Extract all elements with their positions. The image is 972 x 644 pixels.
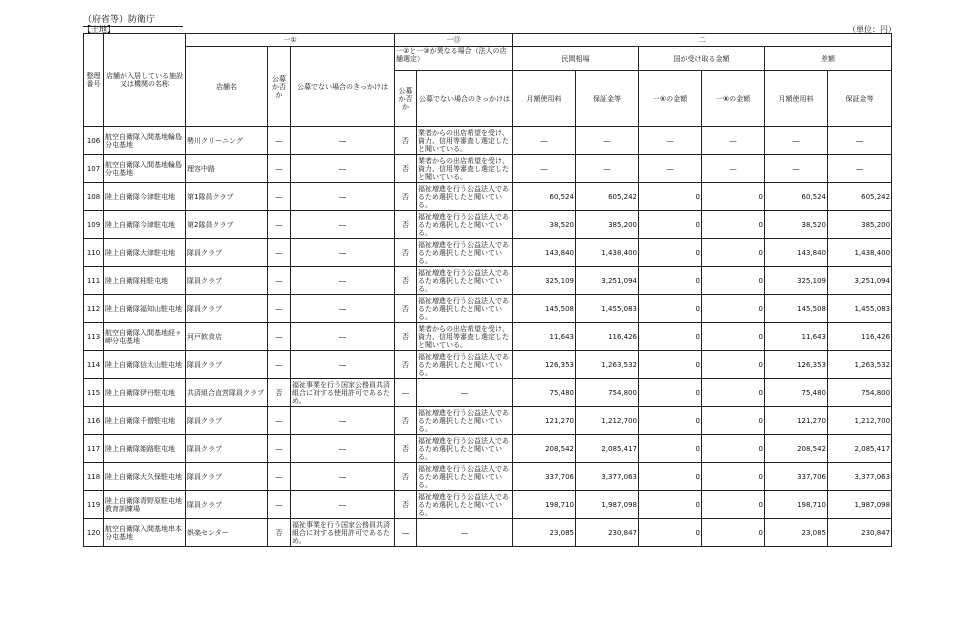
row-reason2: 業者からの出店希望を受け、資力、信用等審査し選定したと聞いている。 (417, 155, 513, 183)
row-store: 隊員クラブ (186, 407, 268, 435)
col-header-reason: 公募でない場合のきっかけは (291, 47, 395, 127)
row-open2: 否 (395, 155, 417, 183)
row-office: 陸上自衛隊大久保駐屯地 (104, 463, 186, 491)
row-office: 航空自衛隊入間基地輪島分屯基地 (104, 155, 186, 183)
row-diff-deposit: 385,200 (828, 211, 892, 239)
table-row (84, 211, 892, 239)
row-recv-6: 0 (639, 295, 702, 323)
row-open: ― (268, 435, 291, 463)
table-row (84, 295, 892, 323)
row-market-monthly: 145,508 (513, 295, 576, 323)
row-reason2: 福祉増進を行う公益法人であるため選択したと聞いている。 (417, 183, 513, 211)
row-open2: 否 (395, 407, 417, 435)
row-reason2: ― (417, 519, 513, 547)
row-office: 陸上自衛隊青野原駐屯地教育訓練場 (104, 491, 186, 519)
row-diff-monthly: ― (765, 155, 828, 183)
row-open2: 否 (395, 463, 417, 491)
group-header-13: 一⑬ (395, 34, 513, 47)
row-recv-8: 0 (702, 295, 765, 323)
col-header-open: 公募か否か (268, 47, 291, 127)
row-office: 陸上自衛隊桂駐屯地 (104, 267, 186, 295)
row-office: 陸上自衛隊大津駐屯地 (104, 239, 186, 267)
row-store: 娯楽センター (186, 519, 268, 547)
row-reason: ― (291, 295, 395, 323)
land-table (83, 33, 892, 547)
row-recv-8: 0 (702, 211, 765, 239)
row-market-monthly: ― (513, 155, 576, 183)
row-market-deposit: 1,438,400 (576, 239, 639, 267)
col-header-market-deposit: 保証金等 (576, 71, 639, 127)
row-open2: 否 (395, 435, 417, 463)
row-reason: ― (291, 491, 395, 519)
row-diff-deposit: 1,212,700 (828, 407, 892, 435)
row-diff-deposit: 1,987,098 (828, 491, 892, 519)
row-recv-8: 0 (702, 183, 765, 211)
row-open2: 否 (395, 267, 417, 295)
table-row (84, 435, 892, 463)
row-reason2: 福祉増進を行う公益法人であるため選択したと聞いている。 (417, 407, 513, 435)
col-header-diff-monthly: 月額使用料 (765, 71, 828, 127)
row-number: 117 (84, 435, 104, 463)
row-number: 106 (84, 127, 104, 155)
row-market-deposit: 1,455,083 (576, 295, 639, 323)
row-open: 否 (268, 519, 291, 547)
row-reason2: 福祉増進を行う公益法人であるため選択したと聞いている。 (417, 351, 513, 379)
row-reason: ― (291, 127, 395, 155)
row-open: ― (268, 183, 291, 211)
table-row (84, 519, 892, 547)
row-open: ― (268, 463, 291, 491)
row-diff-deposit: 230,847 (828, 519, 892, 547)
row-number: 107 (84, 155, 104, 183)
row-reason: ― (291, 407, 395, 435)
row-recv-6: 0 (639, 267, 702, 295)
row-diff-monthly: 38,520 (765, 211, 828, 239)
row-recv-6: 0 (639, 491, 702, 519)
row-diff-deposit: 605,242 (828, 183, 892, 211)
col-header-office: 店舗が入居している施設又は機関の名称 (104, 34, 186, 127)
row-store: 勢川クリーニング (186, 127, 268, 155)
row-office: 陸上自衛隊今津駐屯地 (104, 183, 186, 211)
row-open: ― (268, 407, 291, 435)
row-reason: ― (291, 211, 395, 239)
row-open2: 否 (395, 351, 417, 379)
col-header-market-monthly: 月額使用料 (513, 71, 576, 127)
row-market-monthly: 23,085 (513, 519, 576, 547)
row-reason2: 福祉増進を行う公益法人であるため選択したと聞いている。 (417, 295, 513, 323)
row-open2: 否 (395, 183, 417, 211)
row-open2: 否 (395, 491, 417, 519)
row-diff-monthly: 60,524 (765, 183, 828, 211)
table-row (84, 407, 892, 435)
row-diff-monthly: 208,542 (765, 435, 828, 463)
row-reason: ― (291, 463, 395, 491)
row-diff-monthly: 126,353 (765, 351, 828, 379)
category-label: 【土地】 (83, 25, 115, 34)
row-store: 隊員クラブ (186, 351, 268, 379)
row-recv-8: 0 (702, 519, 765, 547)
row-open2: 否 (395, 211, 417, 239)
row-market-deposit: 754,800 (576, 379, 639, 407)
col-header-diff-deposit: 保証金等 (828, 71, 892, 127)
row-open2: 否 (395, 295, 417, 323)
row-open: ― (268, 127, 291, 155)
row-reason: ― (291, 239, 395, 267)
row-recv-8: 0 (702, 407, 765, 435)
row-market-monthly: 143,840 (513, 239, 576, 267)
row-market-deposit: ― (576, 155, 639, 183)
row-recv-6: 0 (639, 435, 702, 463)
row-market-deposit: 605,242 (576, 183, 639, 211)
row-diff-monthly: 337,706 (765, 463, 828, 491)
subheader-different-case: 一②と一③が異なる場合（法人の店舗選定） (395, 47, 513, 71)
row-recv-6: 0 (639, 463, 702, 491)
row-diff-deposit: 1,455,083 (828, 295, 892, 323)
row-open2: ― (395, 519, 417, 547)
row-store: 隊員クラブ (186, 267, 268, 295)
row-store: 隊員クラブ (186, 463, 268, 491)
table-row (84, 267, 892, 295)
row-number: 115 (84, 379, 104, 407)
row-number: 118 (84, 463, 104, 491)
row-market-deposit: 2,085,417 (576, 435, 639, 463)
row-office: 航空自衛隊入間基地経ヶ岬分屯基地 (104, 323, 186, 351)
subheader-receivable: 国が受け取る金額 (639, 47, 765, 71)
col-header-recv-8: 一⑧の金額 (702, 71, 765, 127)
col-header-reason2: 公募でない場合のきっかけは (417, 71, 513, 127)
table-row (84, 183, 892, 211)
row-market-deposit: 3,377,063 (576, 463, 639, 491)
row-store: 隊員クラブ (186, 491, 268, 519)
row-store: 河戸飲食店 (186, 323, 268, 351)
row-open: ― (268, 295, 291, 323)
row-diff-deposit: 754,800 (828, 379, 892, 407)
row-reason2: 福祉増進を行う公益法人であるため選択したと聞いている。 (417, 239, 513, 267)
row-recv-8: 0 (702, 323, 765, 351)
row-store: 隊員クラブ (186, 435, 268, 463)
row-recv-6: 0 (639, 407, 702, 435)
row-open: 否 (268, 379, 291, 407)
row-reason2: 福祉増進を行う公益法人であるため選択したと聞いている。 (417, 211, 513, 239)
row-office: 陸上自衛隊今津駐屯地 (104, 211, 186, 239)
row-recv-6: 0 (639, 519, 702, 547)
row-diff-monthly: 75,480 (765, 379, 828, 407)
row-recv-8: 0 (702, 379, 765, 407)
row-market-monthly: 121,270 (513, 407, 576, 435)
row-diff-monthly: 325,109 (765, 267, 828, 295)
row-market-monthly: 325,109 (513, 267, 576, 295)
col-header-store: 店舗名 (186, 47, 268, 127)
row-recv-8: ― (702, 127, 765, 155)
row-market-monthly: 208,542 (513, 435, 576, 463)
row-recv-6: ― (639, 127, 702, 155)
row-reason2: 業者からの出店希望を受け、資力、信用等審査し選定したと聞いている。 (417, 127, 513, 155)
row-office: 航空自衛隊入間基地輪島分屯基地 (104, 127, 186, 155)
row-reason: ― (291, 435, 395, 463)
row-reason: ― (291, 183, 395, 211)
row-reason: ― (291, 323, 395, 351)
row-reason2: 福祉増進を行う公益法人であるため選択したと聞いている。 (417, 267, 513, 295)
row-diff-deposit: ― (828, 127, 892, 155)
row-recv-8: 0 (702, 435, 765, 463)
row-diff-deposit: 2,085,417 (828, 435, 892, 463)
table-row (84, 491, 892, 519)
row-recv-6: 0 (639, 239, 702, 267)
row-reason2: 福祉増進を行う公益法人であるため選択したと聞いている。 (417, 435, 513, 463)
row-open2: ― (395, 379, 417, 407)
row-diff-monthly: 11,643 (765, 323, 828, 351)
row-diff-monthly: 121,270 (765, 407, 828, 435)
ministry-label: （府省等）防衛庁 (83, 12, 183, 27)
row-open: ― (268, 491, 291, 519)
row-recv-6: 0 (639, 211, 702, 239)
row-store: 第1隊員クラブ (186, 183, 268, 211)
row-number: 111 (84, 267, 104, 295)
row-diff-monthly: ― (765, 127, 828, 155)
row-market-monthly: 60,524 (513, 183, 576, 211)
group-header-1: 一① (186, 34, 395, 47)
row-number: 114 (84, 351, 104, 379)
row-open: ― (268, 155, 291, 183)
row-market-monthly: 337,706 (513, 463, 576, 491)
row-reason2: 福祉増進を行う公益法人であるため選択したと聞いている。 (417, 463, 513, 491)
row-office: 陸上自衛隊千僧駐屯地 (104, 407, 186, 435)
row-office: 陸上自衛隊福知山駐屯地 (104, 295, 186, 323)
row-diff-deposit: 116,426 (828, 323, 892, 351)
row-reason2: 業者からの出店希望を受け、資力、信用等審査し選定したと聞いている。 (417, 323, 513, 351)
row-recv-8: 0 (702, 351, 765, 379)
row-number: 108 (84, 183, 104, 211)
row-reason: 福祉事業を行う国家公務員共済組合に対する使用許可であるため。 (291, 379, 395, 407)
unit-label: （単位：円） (848, 25, 896, 34)
row-office: 航空自衛隊入間基地串本分屯基地 (104, 519, 186, 547)
row-open: ― (268, 323, 291, 351)
row-open: ― (268, 211, 291, 239)
col-header-no: 整理番号 (84, 34, 104, 127)
row-market-deposit: 1,212,700 (576, 407, 639, 435)
row-number: 119 (84, 491, 104, 519)
row-market-monthly: 75,480 (513, 379, 576, 407)
row-store: 隊員クラブ (186, 295, 268, 323)
row-market-deposit: 385,200 (576, 211, 639, 239)
row-open2: 否 (395, 239, 417, 267)
row-open: ― (268, 351, 291, 379)
row-open2: 否 (395, 127, 417, 155)
row-diff-deposit: 1,438,400 (828, 239, 892, 267)
row-reason2: ― (417, 379, 513, 407)
row-market-monthly: 11,643 (513, 323, 576, 351)
row-reason: ― (291, 155, 395, 183)
row-store: 共済組合直営隊員クラブ (186, 379, 268, 407)
row-recv-8: ― (702, 155, 765, 183)
table-row (84, 239, 892, 267)
row-diff-monthly: 145,508 (765, 295, 828, 323)
row-office: 陸上自衛隊姫路駐屯地 (104, 435, 186, 463)
col-header-open2: 公募か否か (395, 71, 417, 127)
row-office: 陸上自衛隊信太山駐屯地 (104, 351, 186, 379)
table-row (84, 379, 892, 407)
row-reason2: 福祉増進を行う公益法人であるため選択したと聞いている。 (417, 491, 513, 519)
row-diff-monthly: 23,085 (765, 519, 828, 547)
row-recv-6: ― (639, 155, 702, 183)
row-recv-6: 0 (639, 379, 702, 407)
row-diff-deposit: 3,251,094 (828, 267, 892, 295)
row-recv-6: 0 (639, 183, 702, 211)
row-number: 113 (84, 323, 104, 351)
row-number: 120 (84, 519, 104, 547)
row-diff-deposit: 3,377,063 (828, 463, 892, 491)
row-market-deposit: 230,847 (576, 519, 639, 547)
row-market-monthly: 38,520 (513, 211, 576, 239)
row-market-deposit: 1,263,532 (576, 351, 639, 379)
row-market-deposit: 3,251,094 (576, 267, 639, 295)
row-market-monthly: 126,353 (513, 351, 576, 379)
row-recv-6: 0 (639, 323, 702, 351)
row-market-deposit: 116,426 (576, 323, 639, 351)
row-number: 110 (84, 239, 104, 267)
row-reason: 福祉事業を行う国家公務員共済組合に対する使用許可であるため。 (291, 519, 395, 547)
row-market-deposit: ― (576, 127, 639, 155)
row-open2: 否 (395, 323, 417, 351)
row-recv-8: 0 (702, 267, 765, 295)
row-diff-deposit: 1,263,532 (828, 351, 892, 379)
row-number: 109 (84, 211, 104, 239)
table-row (84, 351, 892, 379)
table-row (84, 155, 892, 183)
row-recv-8: 0 (702, 463, 765, 491)
row-number: 112 (84, 295, 104, 323)
row-office: 陸上自衛隊伊丹駐屯地 (104, 379, 186, 407)
row-market-deposit: 1,987,098 (576, 491, 639, 519)
col-header-recv-6: 一⑥の金額 (639, 71, 702, 127)
table-row (84, 463, 892, 491)
table-row (84, 323, 892, 351)
row-store: 第2隊員クラブ (186, 211, 268, 239)
row-diff-monthly: 198,710 (765, 491, 828, 519)
subheader-difference: 差額 (765, 47, 892, 71)
row-store: 隊員クラブ (186, 239, 268, 267)
row-diff-monthly: 143,840 (765, 239, 828, 267)
row-recv-8: 0 (702, 239, 765, 267)
row-diff-deposit: ― (828, 155, 892, 183)
group-header-2: 二 (513, 34, 892, 47)
table-row (84, 127, 892, 155)
row-recv-8: 0 (702, 491, 765, 519)
row-recv-6: 0 (639, 351, 702, 379)
row-market-monthly: 198,710 (513, 491, 576, 519)
row-reason: ― (291, 267, 395, 295)
row-number: 116 (84, 407, 104, 435)
row-market-monthly: ― (513, 127, 576, 155)
subheader-market: 民間相場 (513, 47, 639, 71)
row-store: 理容中路 (186, 155, 268, 183)
row-reason: ― (291, 351, 395, 379)
row-open: ― (268, 239, 291, 267)
row-open: ― (268, 267, 291, 295)
